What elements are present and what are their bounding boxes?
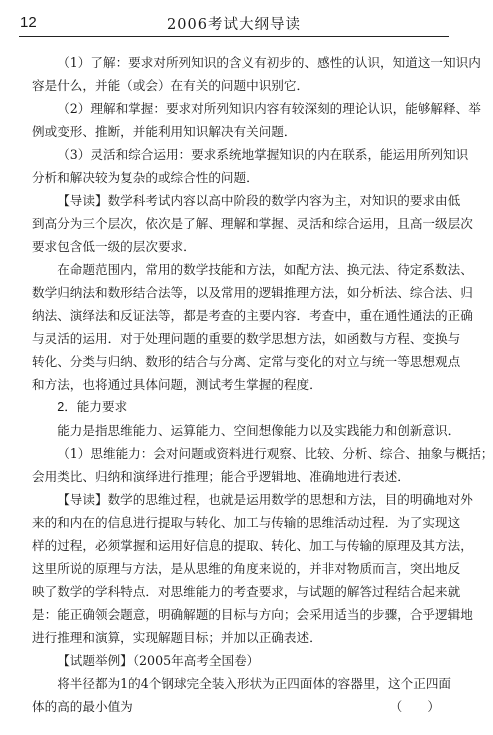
text-line: 会用类比、归纳和演绎进行推理；能合乎逻辑地、准确地进行表述． <box>32 469 410 484</box>
answer-blank: （ ） <box>389 699 440 714</box>
text-line: 与灵活的运用．对于处理问题的重要的数学思想方法，如函数与方程、变换与 <box>32 331 461 346</box>
example-heading: 【试题举例】（2005年高考全国卷） <box>57 653 260 668</box>
text-line: 能力是指思维能力、运算能力、空间想像能力以及实践能力和创新意识． <box>57 423 461 438</box>
text-line: 例或变形、推断，并能利用知识解决有关问题． <box>32 124 297 139</box>
body-text <box>32 51 493 718</box>
text-line: （1）思维能力：会对问题或资料进行观察、比较、分析、综合、抽象与概括； <box>57 446 493 461</box>
text-line: 容是什么，并能（或会）在有关的问题中识别它． <box>32 78 310 93</box>
header-rule <box>19 36 449 37</box>
text-line: 样的过程，必须掌握和运用好信息的提取、转化、加工与传输的原理及其方法， <box>32 538 473 553</box>
text-line: 在命题范围内，常用的数学技能和方法，如配方法、换元法、待定系数法、 <box>57 262 473 277</box>
text-line: 数学归纳法和数形结合法等，以及常用的逻辑推理方法，如分析法、综合法、归 <box>32 285 473 300</box>
text-line: 【导读】数学科考试内容以高中阶段的数学内容为主，对知识的要求由低 <box>57 193 461 208</box>
text-line: 转化、分类与归纳、数形的结合与分离、定常与变化的对立与统一等思想观点 <box>32 354 461 369</box>
text-line: 【导读】数学的思维过程，也就是运用数学的思想和方法，目的明确地对外 <box>57 492 473 507</box>
text-line: 这里所说的原理与方法，是从思维的角度来说的，并非对物质而言，突出地反 <box>32 561 461 576</box>
text-line: （1）了解：要求对所列知识的含义有初步的、感性的认识，知道这一知识内 <box>57 55 481 70</box>
text-line: （3）灵活和综合运用：要求系统地掌握知识的内在联系，能运用所列知识 <box>57 147 469 162</box>
question-text: 体的高的最小值为 <box>32 699 133 714</box>
running-title: 2006考试大纲导读 <box>167 17 301 33</box>
text-line: 将半径都为1的4个钢球完全装入形状为正四面体的容器里，这个正四面 <box>57 676 452 691</box>
text-line: 来的和内在的信息进行提取与转化、加工与传输的思维活动过程．为了实现这 <box>32 515 461 530</box>
text-line: 纳法、演绎法和反证法等，都是考查的主要内容．考查中，重在通性通法的正确 <box>32 308 473 323</box>
section-heading: 2．能力要求 <box>57 400 128 414</box>
text-line: 进行推理和演算，实现解题目标；并加以正确表述． <box>32 630 322 645</box>
text-line: 要求包含低一级的层次要求． <box>32 239 196 254</box>
text-line: （2）理解和掌握：要求对所列知识内容有较深刻的理论认识，能够解释、举 <box>57 101 481 116</box>
text-line: 是：能正确领会题意，明确解题的目标与方向；会采用适当的步骤，合乎逻辑地 <box>32 607 473 622</box>
text-line: 分析和解决较为复杂的或综合性的问题． <box>32 170 259 185</box>
text-line: 映了数学的学科特点．对思维能力的考查要求，与试题的解答过程结合起来就 <box>32 584 461 599</box>
page-number: 12 <box>20 14 37 31</box>
question-last-line <box>32 695 448 718</box>
page-header <box>0 0 468 36</box>
text-line: 到高分为三个层次，依次是了解、理解和掌握、灵活和综合运用，且高一级层次 <box>32 216 473 231</box>
text-line: 和方法，也将通过具体问题，测试考生掌握的程度． <box>32 377 322 392</box>
